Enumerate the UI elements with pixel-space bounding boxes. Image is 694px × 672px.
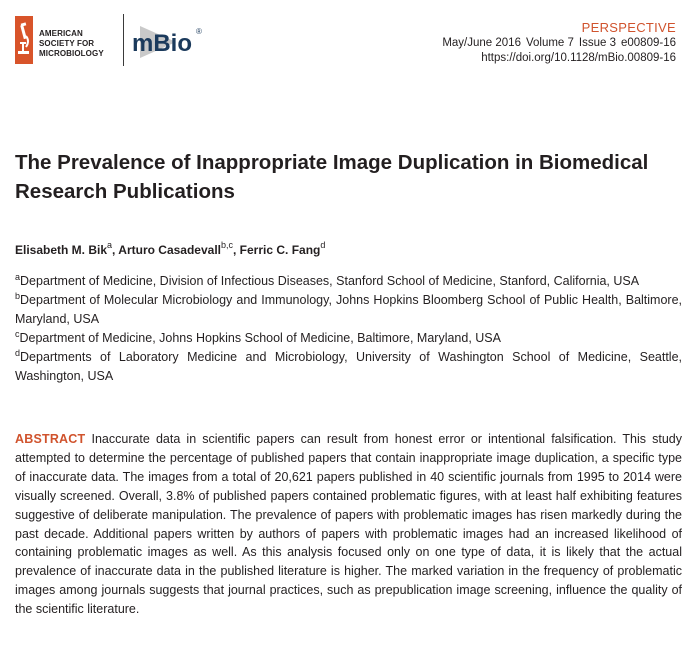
abstract-heading: ABSTRACT [15,432,86,446]
publisher-line: AMERICAN [39,29,83,38]
publisher-name [39,29,104,59]
affiliation-key: d [15,348,21,358]
issue-date: May/June 2016 [442,37,521,49]
article-meta [442,20,676,66]
issue-number: Issue 3 [578,37,616,49]
publisher-line: SOCIETY FOR [39,39,95,48]
article-title: The Prevalence of Inappropriate Image Duplication in Biomedical Research Publications [15,151,649,203]
affiliation-key: b [15,291,21,301]
trademark-symbol: ® [196,27,202,36]
author-separator: , [233,243,240,257]
author-list [15,240,325,257]
abstract [15,430,682,619]
journal-wordmark: mBio [132,30,192,57]
section-label: PERSPECTIVE [581,20,676,35]
issue-line [442,36,676,51]
affiliations [15,272,682,386]
author-affiliation-marker: a [107,240,113,250]
author-affiliation-marker: d [320,240,326,250]
doi-link[interactable]: https://doi.org/10.1128/mBio.00809-16 [481,52,676,64]
asm-logo[interactable] [15,16,127,64]
author-affiliation-marker: b,c [220,240,233,250]
article-header [0,0,694,80]
publisher-line: MICROBIOLOGY [39,49,104,58]
microscope-icon [15,16,33,64]
volume: Volume 7 [525,37,574,49]
affiliation-text: Department of Molecular Microbiology and Immunology, Johns Hopkins Bloomberg School of Public Health, Baltimore, Maryland, USA [15,293,682,326]
affiliation-item [15,272,682,291]
affiliation-item [15,348,682,386]
author-separator: , [112,243,119,257]
affiliation-item [15,291,682,329]
article-id: e00809-16 [621,37,676,49]
affiliation-key: c [15,329,20,339]
mbio-logo[interactable] [130,22,210,62]
affiliation-key: a [15,272,21,282]
logo-divider [123,14,124,66]
affiliation-text: Department of Medicine, Johns Hopkins School of Medicine, Baltimore, Maryland, USA [19,331,501,345]
affiliation-text: Departments of Laboratory Medicine and Microbiology, University of Washington School of Medicine, Seattle, Washington, USA [15,350,682,383]
affiliation-text: Department of Medicine, Division of Infectious Diseases, Stanford School of Medicine, Stanford, California, USA [20,274,640,288]
abstract-text: Inaccurate data in scientific papers can result from honest error or intentional falsification. This study attempted to determine the percentage of published papers that contain inappropriate image duplication, a specific type of inaccurate data. The images from a total of 20,621 papers published in 40 scientific journals from 1995 to 2014 were visually screened. Overall, 3.8% of published papers contained problematic figures, with at least half exhibiting features suggestive of deliberate manipulation. The prevalence of papers with problematic images has risen markedly during the past decade. Additional papers written by authors of papers with problematic images had an increased likelihood of containing problematic images as well. As this analysis focused only on one type of data, it is likely that the actual prevalence of inaccurate data in the published literature is higher. The marked variation in the frequency of problematic images among journals suggests that journal practices, such as prepublication image screening, influence the quality of the scientific literature. [15,432,682,617]
author-name[interactable]: Elisabeth M. Bik [15,243,108,257]
author-name[interactable]: Arturo Casadevall [118,243,221,257]
affiliation-item [15,329,682,348]
author-name[interactable]: Ferric C. Fang [239,243,321,257]
